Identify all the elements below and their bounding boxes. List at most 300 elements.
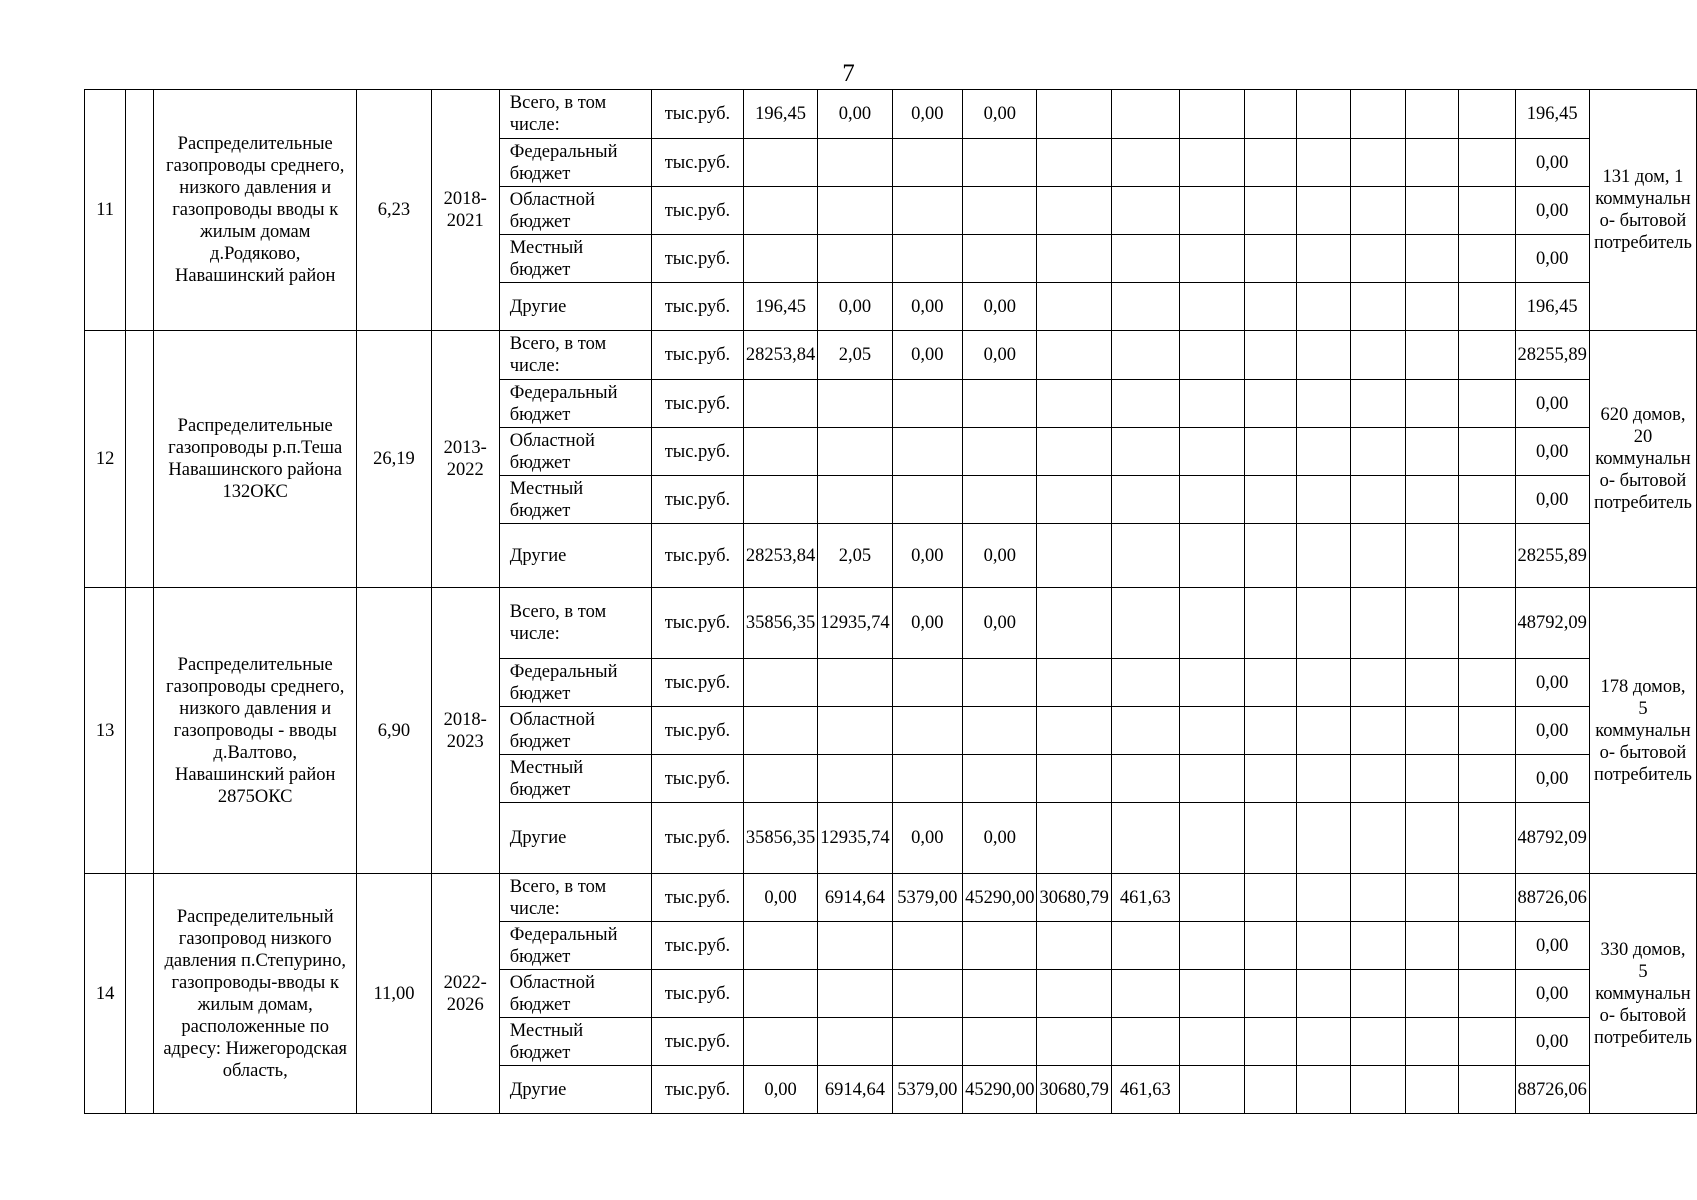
total-value: 0,00 [1515, 476, 1589, 524]
year-value: 30680,79 [1037, 874, 1111, 922]
total-value: 0,00 [1515, 1018, 1589, 1066]
unit-label: тыс.руб. [651, 187, 743, 235]
year-value [1459, 1066, 1515, 1114]
row-number: 12 [85, 331, 126, 588]
year-value: 28253,84 [743, 524, 817, 588]
year-value [1037, 428, 1111, 476]
year-value [1459, 659, 1515, 707]
year-value: 461,63 [1111, 874, 1179, 922]
unit-label: тыс.руб. [651, 588, 743, 659]
year-value [743, 707, 817, 755]
funding-source: Местный бюджет [499, 1018, 651, 1066]
year-value [892, 235, 962, 283]
year-value [1037, 187, 1111, 235]
pipeline-length: 11,00 [357, 874, 431, 1114]
year-value [1297, 331, 1350, 380]
year-value [1459, 380, 1515, 428]
unit-label: тыс.руб. [651, 283, 743, 331]
year-value [1037, 588, 1111, 659]
year-value [1037, 803, 1111, 874]
unit-label: тыс.руб. [651, 1066, 743, 1114]
year-value [818, 970, 892, 1018]
total-value: 0,00 [1515, 380, 1589, 428]
year-value [1179, 187, 1244, 235]
year-value [743, 1018, 817, 1066]
year-value [1297, 970, 1350, 1018]
unit-label: тыс.руб. [651, 331, 743, 380]
year-value [1244, 524, 1296, 588]
implementation-period: 2013-2022 [431, 331, 499, 588]
year-value: 0,00 [963, 90, 1037, 139]
project-name: Распределительные газопроводы среднего, низкого давления и газопроводы - вводы д.Валтово, Навашинский район 2875ОКС [154, 588, 357, 874]
year-value [1179, 970, 1244, 1018]
year-value: 0,00 [963, 803, 1037, 874]
year-value [1459, 476, 1515, 524]
year-value [1350, 803, 1405, 874]
pipeline-length: 6,23 [357, 90, 431, 331]
year-value [1350, 90, 1405, 139]
year-value [1406, 707, 1459, 755]
year-value [963, 139, 1037, 187]
year-value: 0,00 [892, 283, 962, 331]
year-value [1350, 428, 1405, 476]
year-value [1350, 1018, 1405, 1066]
year-value [1350, 659, 1405, 707]
year-value [818, 380, 892, 428]
year-value: 6914,64 [818, 1066, 892, 1114]
year-value: 0,00 [818, 283, 892, 331]
year-value [1350, 970, 1405, 1018]
year-value [1350, 139, 1405, 187]
year-value: 28253,84 [743, 331, 817, 380]
project-name: Распределительный газопровод низкого давления п.Степурино, газопроводы-вводы к жилым домам, расположенные по адресу: Нижегородская область, [154, 874, 357, 1114]
year-value [1406, 90, 1459, 139]
year-value [1297, 803, 1350, 874]
year-value [1244, 659, 1296, 707]
year-value [1297, 139, 1350, 187]
year-value [1459, 331, 1515, 380]
year-value [1406, 659, 1459, 707]
year-value [1297, 922, 1350, 970]
year-value [1406, 922, 1459, 970]
year-value [818, 428, 892, 476]
year-value: 0,00 [743, 874, 817, 922]
year-value [1350, 922, 1405, 970]
year-value [963, 235, 1037, 283]
year-value [1459, 803, 1515, 874]
total-value: 48792,09 [1515, 588, 1589, 659]
year-value [1037, 90, 1111, 139]
year-value [743, 187, 817, 235]
year-value [1179, 283, 1244, 331]
year-value [1406, 1066, 1459, 1114]
year-value: 12935,74 [818, 588, 892, 659]
year-value [892, 922, 962, 970]
total-value: 0,00 [1515, 755, 1589, 803]
unit-label: тыс.руб. [651, 380, 743, 428]
year-value [892, 139, 962, 187]
funding-source: Всего, в том числе: [499, 331, 651, 380]
unit-label: тыс.руб. [651, 235, 743, 283]
year-value [743, 755, 817, 803]
year-value: 45290,00 [963, 874, 1037, 922]
funding-source: Федеральный бюджет [499, 659, 651, 707]
year-value [1297, 428, 1350, 476]
row-number: 11 [85, 90, 126, 331]
year-value [1111, 755, 1179, 803]
year-value [1459, 283, 1515, 331]
year-value [1111, 283, 1179, 331]
expected-result: 178 домов, 5 коммунальн о- бытовой потребитель [1589, 588, 1696, 874]
table-row [85, 588, 1697, 659]
year-value [1459, 187, 1515, 235]
year-value [1179, 1066, 1244, 1114]
year-value: 0,00 [963, 524, 1037, 588]
year-value [1459, 428, 1515, 476]
year-value [1350, 187, 1405, 235]
year-value [1037, 283, 1111, 331]
year-value [1244, 970, 1296, 1018]
year-value [1350, 380, 1405, 428]
year-value [1244, 90, 1296, 139]
funding-source: Другие [499, 1066, 651, 1114]
year-value [1244, 187, 1296, 235]
year-value [1179, 588, 1244, 659]
year-value [1037, 139, 1111, 187]
year-value: 6914,64 [818, 874, 892, 922]
year-value [1037, 235, 1111, 283]
year-value [1179, 659, 1244, 707]
year-value [1350, 588, 1405, 659]
year-value [1111, 139, 1179, 187]
year-value: 30680,79 [1037, 1066, 1111, 1114]
year-value [1244, 428, 1296, 476]
total-value: 196,45 [1515, 90, 1589, 139]
year-value [1244, 331, 1296, 380]
year-value: 5379,00 [892, 874, 962, 922]
year-value [892, 187, 962, 235]
year-value: 0,00 [963, 331, 1037, 380]
year-value [1111, 428, 1179, 476]
year-value [1037, 707, 1111, 755]
year-value [1244, 707, 1296, 755]
pipeline-length: 6,90 [357, 588, 431, 874]
year-value [892, 659, 962, 707]
year-value [1244, 380, 1296, 428]
year-value [1459, 707, 1515, 755]
year-value [743, 139, 817, 187]
year-value [963, 659, 1037, 707]
year-value [1297, 874, 1350, 922]
year-value [1111, 380, 1179, 428]
year-value [1406, 283, 1459, 331]
year-value [1244, 922, 1296, 970]
total-value: 28255,89 [1515, 524, 1589, 588]
year-value [743, 428, 817, 476]
year-value: 5379,00 [892, 1066, 962, 1114]
table-row [85, 90, 1697, 139]
row-number: 14 [85, 874, 126, 1114]
project-name: Распределительные газопроводы среднего, низкого давления и газопроводы вводы к жилым домам д.Родяково, Навашинский район [154, 90, 357, 331]
year-value [1244, 283, 1296, 331]
year-value [818, 187, 892, 235]
unit-label: тыс.руб. [651, 524, 743, 588]
year-value [1111, 659, 1179, 707]
year-value [1244, 803, 1296, 874]
funding-source: Федеральный бюджет [499, 139, 651, 187]
year-value [743, 659, 817, 707]
unit-label: тыс.руб. [651, 755, 743, 803]
year-value [1350, 235, 1405, 283]
year-value [1179, 428, 1244, 476]
year-value: 0,00 [963, 588, 1037, 659]
year-value [1111, 922, 1179, 970]
year-value [1350, 755, 1405, 803]
year-value [1350, 476, 1405, 524]
year-value [1350, 1066, 1405, 1114]
row-blank [126, 588, 154, 874]
unit-label: тыс.руб. [651, 803, 743, 874]
year-value [1111, 803, 1179, 874]
year-value [1179, 331, 1244, 380]
year-value [818, 659, 892, 707]
year-value [1111, 187, 1179, 235]
year-value [1037, 476, 1111, 524]
total-value: 0,00 [1515, 235, 1589, 283]
year-value [743, 380, 817, 428]
year-value: 461,63 [1111, 1066, 1179, 1114]
year-value [1037, 524, 1111, 588]
year-value [1179, 707, 1244, 755]
year-value [1459, 588, 1515, 659]
row-blank [126, 874, 154, 1114]
year-value [1406, 1018, 1459, 1066]
year-value [1350, 283, 1405, 331]
year-value [1244, 1018, 1296, 1066]
year-value [1111, 1018, 1179, 1066]
year-value [1179, 476, 1244, 524]
year-value [743, 476, 817, 524]
year-value [892, 1018, 962, 1066]
year-value [1111, 588, 1179, 659]
unit-label: тыс.руб. [651, 1018, 743, 1066]
year-value [892, 707, 962, 755]
year-value [1037, 331, 1111, 380]
year-value [1111, 331, 1179, 380]
funding-source: Местный бюджет [499, 235, 651, 283]
year-value [818, 476, 892, 524]
year-value [1297, 1018, 1350, 1066]
year-value: 0,00 [892, 524, 962, 588]
year-value [1297, 90, 1350, 139]
year-value [1297, 707, 1350, 755]
year-value [892, 755, 962, 803]
year-value [1244, 139, 1296, 187]
year-value [1179, 139, 1244, 187]
year-value [1297, 380, 1350, 428]
year-value [1406, 187, 1459, 235]
total-value: 0,00 [1515, 659, 1589, 707]
year-value [1244, 235, 1296, 283]
funding-source: Всего, в том числе: [499, 588, 651, 659]
year-value: 0,00 [743, 1066, 817, 1114]
funding-source: Всего, в том числе: [499, 874, 651, 922]
year-value [1406, 235, 1459, 283]
funding-source: Федеральный бюджет [499, 922, 651, 970]
year-value [1406, 803, 1459, 874]
year-value [743, 922, 817, 970]
total-value: 88726,06 [1515, 874, 1589, 922]
year-value [1406, 524, 1459, 588]
year-value [1297, 524, 1350, 588]
year-value [892, 380, 962, 428]
year-value [1350, 524, 1405, 588]
year-value [963, 428, 1037, 476]
year-value [1297, 1066, 1350, 1114]
year-value [1459, 139, 1515, 187]
funding-source: Областной бюджет [499, 187, 651, 235]
year-value [1459, 1018, 1515, 1066]
year-value [1459, 970, 1515, 1018]
year-value [963, 707, 1037, 755]
unit-label: тыс.руб. [651, 970, 743, 1018]
year-value: 196,45 [743, 283, 817, 331]
year-value [1459, 90, 1515, 139]
total-value: 0,00 [1515, 187, 1589, 235]
year-value: 0,00 [892, 588, 962, 659]
year-value [963, 922, 1037, 970]
table-body [85, 90, 1697, 1114]
year-value: 0,00 [892, 803, 962, 874]
year-value [963, 476, 1037, 524]
year-value [1406, 970, 1459, 1018]
total-value: 0,00 [1515, 970, 1589, 1018]
year-value [1037, 755, 1111, 803]
year-value [1037, 970, 1111, 1018]
implementation-period: 2018-2021 [431, 90, 499, 331]
year-value: 12935,74 [818, 803, 892, 874]
year-value [1406, 588, 1459, 659]
year-value [1179, 1018, 1244, 1066]
year-value [1459, 922, 1515, 970]
year-value [743, 235, 817, 283]
year-value [963, 755, 1037, 803]
year-value [1406, 139, 1459, 187]
total-value: 0,00 [1515, 922, 1589, 970]
funding-source: Местный бюджет [499, 755, 651, 803]
year-value [818, 1018, 892, 1066]
unit-label: тыс.руб. [651, 476, 743, 524]
year-value [1297, 187, 1350, 235]
year-value [1406, 755, 1459, 803]
year-value: 0,00 [963, 283, 1037, 331]
year-value [1244, 755, 1296, 803]
unit-label: тыс.руб. [651, 139, 743, 187]
year-value [1179, 235, 1244, 283]
row-blank [126, 90, 154, 331]
year-value [1037, 659, 1111, 707]
funding-source: Областной бюджет [499, 970, 651, 1018]
year-value [963, 380, 1037, 428]
year-value [1179, 90, 1244, 139]
year-value [1406, 380, 1459, 428]
year-value [1350, 707, 1405, 755]
year-value [1297, 588, 1350, 659]
year-value [1459, 874, 1515, 922]
implementation-period: 2022-2026 [431, 874, 499, 1114]
expected-result: 330 домов, 5 коммунальн о- бытовой потребитель [1589, 874, 1696, 1114]
row-number: 13 [85, 588, 126, 874]
year-value [1037, 922, 1111, 970]
year-value [1459, 235, 1515, 283]
year-value [818, 755, 892, 803]
unit-label: тыс.руб. [651, 922, 743, 970]
year-value [1037, 380, 1111, 428]
funding-source: Местный бюджет [499, 476, 651, 524]
year-value [892, 428, 962, 476]
year-value: 2,05 [818, 524, 892, 588]
year-value [1297, 659, 1350, 707]
year-value [1111, 707, 1179, 755]
expected-result: 131 дом, 1 коммунальн о- бытовой потребитель [1589, 90, 1696, 331]
year-value [892, 476, 962, 524]
year-value [1350, 331, 1405, 380]
year-value: 2,05 [818, 331, 892, 380]
year-value [1111, 235, 1179, 283]
year-value [1111, 970, 1179, 1018]
year-value [963, 970, 1037, 1018]
table-row [85, 874, 1697, 922]
year-value [1459, 524, 1515, 588]
year-value [818, 235, 892, 283]
year-value [1244, 874, 1296, 922]
year-value [1297, 283, 1350, 331]
year-value [818, 707, 892, 755]
year-value [1179, 874, 1244, 922]
pipeline-length: 26,19 [357, 331, 431, 588]
total-value: 0,00 [1515, 428, 1589, 476]
year-value [818, 922, 892, 970]
year-value [1179, 922, 1244, 970]
year-value [1297, 476, 1350, 524]
funding-source: Всего, в том числе: [499, 90, 651, 139]
expected-result: 620 домов, 20 коммунальн о- бытовой потребитель [1589, 331, 1696, 588]
year-value [1406, 874, 1459, 922]
year-value [892, 970, 962, 1018]
total-value: 196,45 [1515, 283, 1589, 331]
year-value: 0,00 [892, 90, 962, 139]
year-value: 45290,00 [963, 1066, 1037, 1114]
total-value: 48792,09 [1515, 803, 1589, 874]
year-value [1297, 755, 1350, 803]
funding-source: Областной бюджет [499, 707, 651, 755]
year-value [1244, 476, 1296, 524]
total-value: 0,00 [1515, 139, 1589, 187]
unit-label: тыс.руб. [651, 874, 743, 922]
year-value [818, 139, 892, 187]
year-value [1179, 380, 1244, 428]
year-value [1111, 90, 1179, 139]
year-value: 35856,35 [743, 803, 817, 874]
year-value [1459, 755, 1515, 803]
row-blank [126, 331, 154, 588]
total-value: 0,00 [1515, 707, 1589, 755]
funding-source: Другие [499, 803, 651, 874]
year-value [1244, 1066, 1296, 1114]
page-number: 7 [842, 60, 855, 87]
funding-source: Другие [499, 283, 651, 331]
investment-program-table [84, 89, 1697, 1114]
